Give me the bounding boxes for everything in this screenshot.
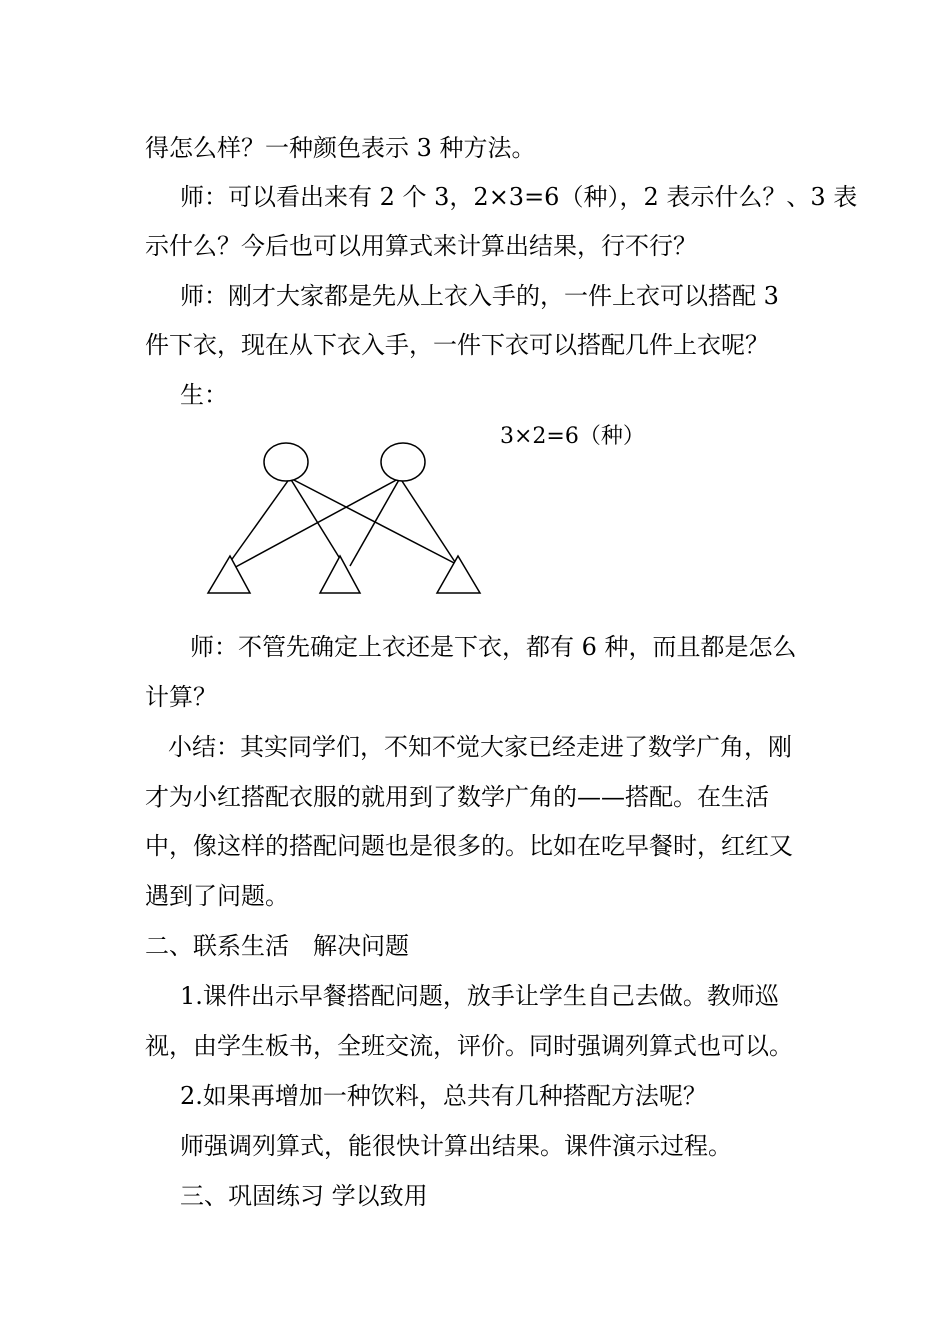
triangle-shape bbox=[437, 556, 480, 593]
text-line: 师：可以看出来有 2 个 3，2×3=6（种），2 表示什么？、3 表 bbox=[180, 183, 858, 211]
text-line: 1.课件出示早餐搭配问题，放手让学生自己去做。教师巡 bbox=[180, 982, 779, 1010]
text-line: 件下衣，现在从下衣入手，一件下衣可以搭配几件上衣呢？ bbox=[145, 331, 769, 359]
text-line: 小结：其实同学们，不知不觉大家已经走进了数学广角，刚 bbox=[168, 733, 792, 761]
text-line: 师：不管先确定上衣还是下衣，都有 6 种，而且都是怎么 bbox=[190, 633, 797, 661]
section-heading: 二、联系生活 解决问题 bbox=[145, 932, 409, 960]
text-line: 示什么？今后也可以用算式来计算出结果，行不行？ bbox=[145, 232, 697, 260]
circle-shape bbox=[381, 443, 425, 481]
text-line: 师强调列算式，能很快计算出结果。课件演示过程。 bbox=[180, 1132, 732, 1160]
formula: 3×2=6（种） bbox=[500, 424, 645, 449]
text-line: 计算？ bbox=[145, 683, 217, 711]
text-line: 中，像这样的搭配问题也是很多的。比如在吃早餐时，红红又 bbox=[145, 832, 793, 860]
text-line: 师：刚才大家都是先从上衣入手的，一件上衣可以搭配 3 bbox=[180, 282, 779, 310]
text-line: 生： bbox=[180, 381, 228, 409]
text-line: 遇到了问题。 bbox=[145, 882, 289, 910]
text-line: 视，由学生板书，全班交流，评价。同时强调列算式也可以。 bbox=[145, 1032, 793, 1060]
pairing-diagram bbox=[200, 438, 490, 603]
circle-shape bbox=[264, 443, 308, 481]
triangle-shape bbox=[208, 556, 250, 593]
triangle-shape bbox=[320, 556, 360, 593]
text-line: 才为小红搭配衣服的就用到了数学广角的——搭配。在生活 bbox=[145, 783, 769, 811]
connector-line bbox=[230, 478, 290, 562]
text-line: 2.如果再增加一种饮料，总共有几种搭配方法呢？ bbox=[180, 1082, 707, 1110]
connector-line bbox=[290, 478, 342, 562]
text-line: 得怎么样？一种颜色表示 3 种方法。 bbox=[145, 134, 536, 162]
section-heading: 三、巩固练习 学以致用 bbox=[180, 1182, 428, 1210]
